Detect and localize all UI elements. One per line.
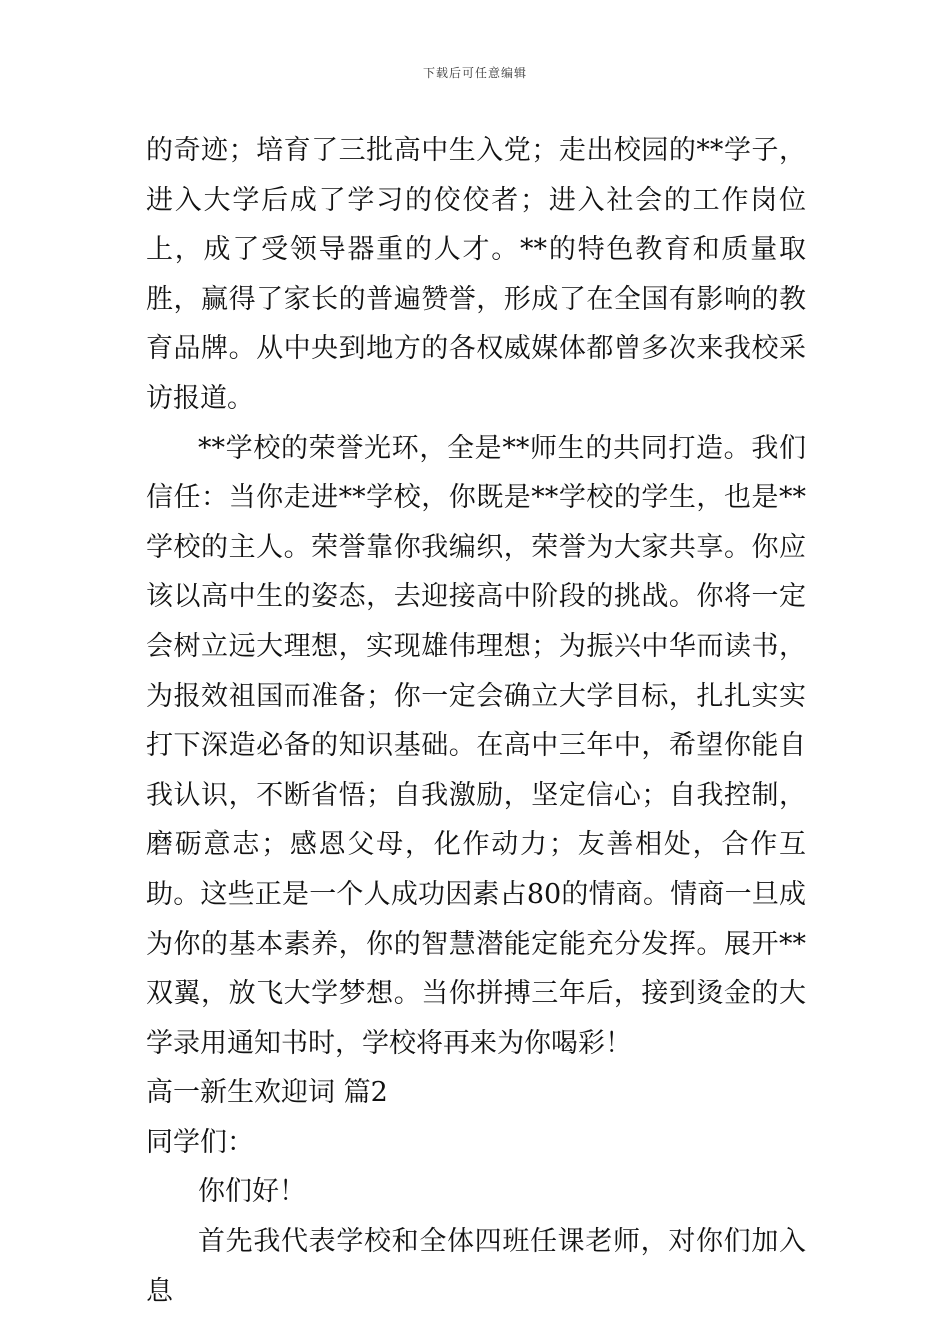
- page-header-note: 下载后可任意编辑: [422, 66, 527, 80]
- paragraph-3: 首先我代表学校和全体四班任课老师，对你们加入息: [146, 1226, 806, 1307]
- paragraph-1: 的奇迹；培育了三批高中生入党；走出校园的**学子，进入大学后成了学习的佼佼者；进入社会的工作岗位上，成了受领导器重的人才。**的特色教育和质量取胜，赢得了家长的普遍赞誉，形成了在全国有影响的教育品牌。从中央到地方的各权威媒体都曾多次来我校采访报道。: [146, 135, 806, 414]
- paragraph-2: **学校的荣誉光环，全是**师生的共同打造。我们信任：当你走进**学校，你既是**学校的学生，也是**学校的主人。荣誉靠你我编织，荣誉为大家共享。你应该以高中生的姿态，去迎接高中阶段的挑战。你将一定会树立远大理想，实现雄伟理想；为振兴中华而读书，为报效祖国而准备；你一定会确立大学目标，扎扎实实打下深造必备的知识基础。在高中三年中，希望你能自我认识，不断省悟；自我激励，坚定信心；自我控制，磨砺意志；感恩父母，化作动力；友善相处，合作互助。这些正是一个人成功因素占80的情商。情商一旦成为你的基本素养，你的智慧潜能定能充分发挥。展开**双翼，放飞大学梦想。当你拼搏三年后，接到烫金的大学录用通知书时，学校将再来为你喝彩！: [146, 432, 806, 1059]
- section-title: 高一新生欢迎词 篇2: [146, 1077, 388, 1109]
- document-body: [146, 126, 806, 1316]
- salutation: 同学们：: [146, 1126, 254, 1158]
- greeting: 你们好！: [198, 1176, 306, 1208]
